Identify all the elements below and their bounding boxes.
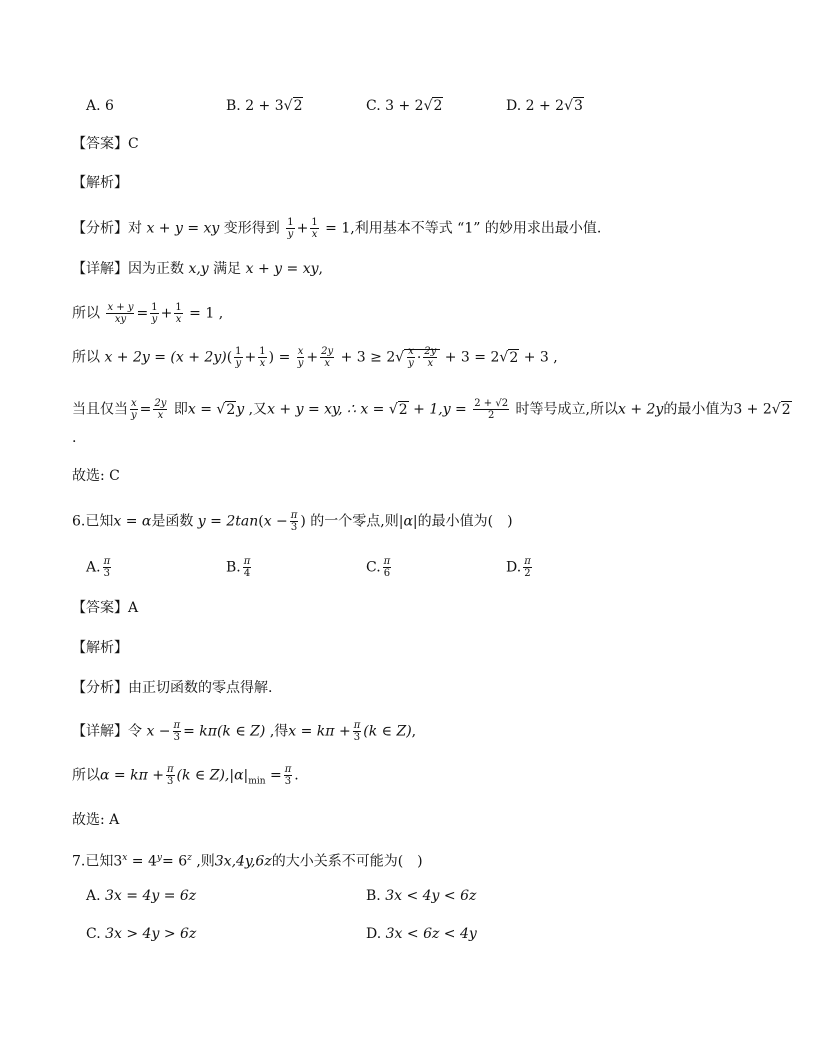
q5-step-2: 所以 x + 2y = (x + 2y)( $\frac{1}{y}$ + $\frac{1}{x}$ ) = $\frac{x}{y}$ + $\frac{2y}{x}$ + 3 ≥ 2√ $\frac{x}{y}$ · $\frac{2y}{x}$ + 3 = 2√2 + 3 , <box>72 346 558 369</box>
q7-option-d: D. 3x < 6z < 4y <box>366 926 477 942</box>
q5-option-d: D. 2 + 2√3 <box>506 98 583 114</box>
q5-option-a: A. 6 <box>86 98 114 114</box>
q6-option-b: B. $\frac{\pi}{4}$ <box>226 556 251 579</box>
q6-answer: 【答案】A <box>72 600 139 616</box>
q5-xiangjie: 【详解】因为正数 x,y 满足 x + y = xy, <box>72 261 323 277</box>
q5-step-3-end: . <box>72 430 77 446</box>
q5-option-b: B. 2 + 3√2 <box>226 98 303 114</box>
q7-stem: 7.已知$3^x = 4^y= 6^z$ ,则3x,4y,6z的大小关系不可能为( ) <box>72 853 423 870</box>
q6-analysis-heading: 【解析】 <box>72 640 128 656</box>
q7-option-b: B. 3x < 4y < 6z <box>366 888 477 904</box>
q5-step-1: 所以 $\frac{x + y}{xy}$ = $\frac{1}{y}$ + $\frac{1}{x}$ = 1 , <box>72 302 224 325</box>
q5-step-3: 当且仅当 $\frac{x}{y}$ = $\frac{2y}{x}$ 即x = √2y ,又x + y = xy, ∴ x = √2 + 1,y = $\frac{2 + √2}{2}$ 时等号成立,所以x + 2y的最小值为3 + 2√2 <box>72 398 791 421</box>
q5-fenxi: 【分析】对 x + y = xy 变形得到 $\frac{1}{y}$ + $\frac{1}{x}$ = 1,利用基本不等式 “1” 的妙用求出最小值. <box>72 217 602 240</box>
q6-option-a: A. $\frac{\pi}{3}$ <box>86 556 111 579</box>
q6-stem: 6.已知x = α是函数 y = 2tan(x − $\frac{\pi}{3}$ ) 的一个零点,则|α|的最小值为( ) <box>72 510 513 533</box>
q6-option-d: D. $\frac{\pi}{2}$ <box>506 556 531 579</box>
q6-conclusion: 故选: A <box>72 812 120 828</box>
q7-option-c: C. 3x > 4y > 6z <box>86 926 197 942</box>
q6-fenxi: 【分析】由正切函数的零点得解. <box>72 680 273 696</box>
q5-option-c: C. 3 + 2√2 <box>366 98 443 114</box>
q5-analysis-heading: 【解析】 <box>72 175 128 191</box>
q7-option-a: A. 3x = 4y = 6z <box>86 888 197 904</box>
q6-step: 所以α = kπ + $\frac{\pi}{3}$ (k ∈ $Z),|\alpha|_{min}$ = $\frac{\pi}{3}$ . <box>72 764 299 787</box>
q5-answer: 【答案】C <box>72 136 139 152</box>
q6-xiangjie: 【详解】令 x − $\frac{\pi}{3}$ = kπ(k ∈ Z) ,得x = kπ + $\frac{\pi}{3}$ (k ∈ Z), <box>72 720 417 743</box>
q5-conclusion: 故选: C <box>72 468 120 484</box>
q6-option-c: C. $\frac{\pi}{6}$ <box>366 556 391 579</box>
